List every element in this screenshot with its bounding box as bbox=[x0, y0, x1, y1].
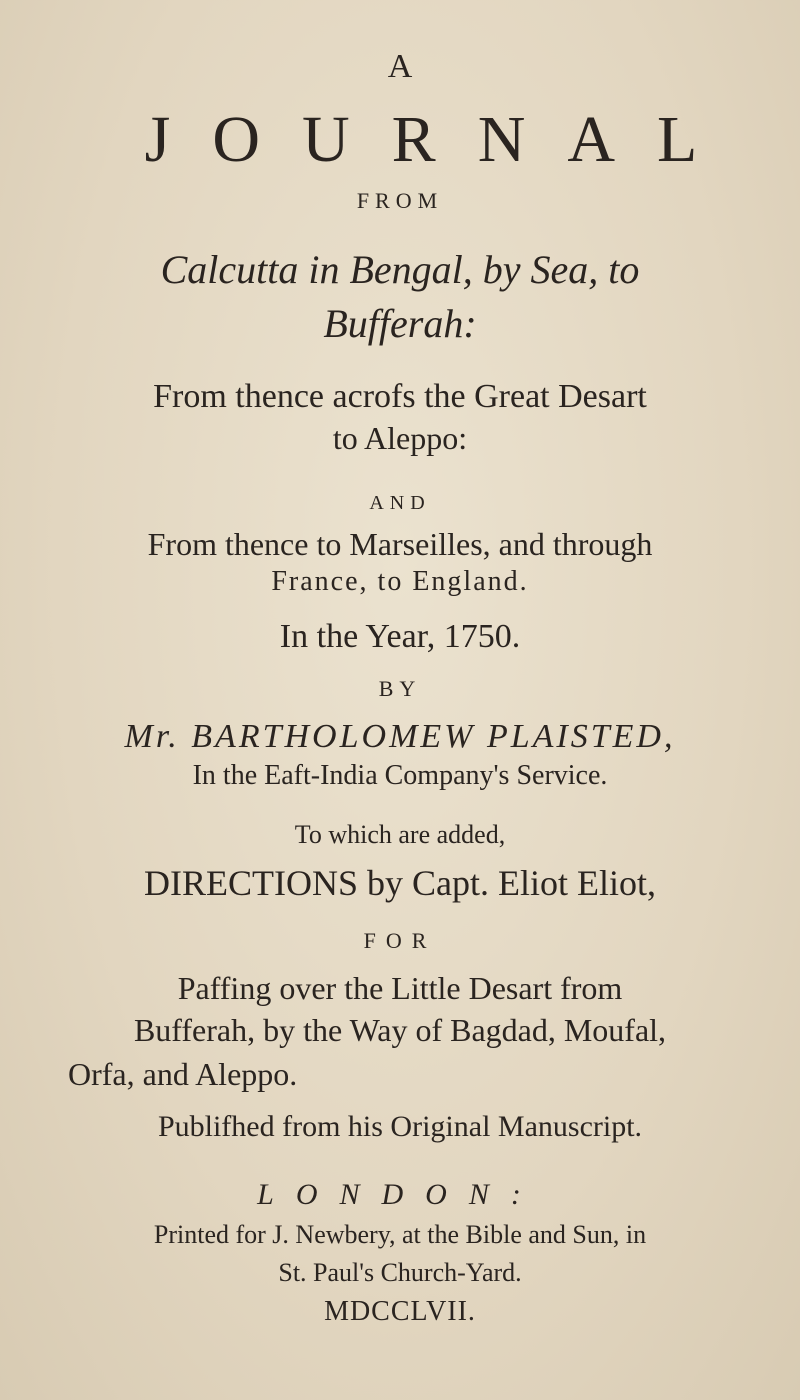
route-line-2: Bufferah: bbox=[323, 301, 477, 346]
passing-line-2: Bufferah, by the Way of Bagdad, Moufal, bbox=[133, 1012, 667, 1048]
author-service: In the Eaft-India Company's Service. bbox=[192, 760, 608, 791]
for-label: FOR bbox=[363, 928, 437, 953]
route-line-4: to Aleppo: bbox=[332, 420, 468, 456]
by-label: BY bbox=[378, 676, 422, 701]
route-line-1: Calcutta in Bengal, by Sea, to bbox=[160, 247, 640, 292]
published-line: Publifhed from his Original Manuscript. bbox=[157, 1110, 643, 1143]
route-line-5: From thence to Marseilles, and through bbox=[147, 526, 653, 562]
from-label: FROM bbox=[356, 188, 444, 213]
article-a: A bbox=[387, 48, 413, 85]
passing-line-3: Orfa, and Aleppo. bbox=[68, 1056, 298, 1092]
year-line: In the Year, 1750. bbox=[279, 618, 521, 655]
printed-line-1: Printed for J. Newbery, at the Bible and Sun, in bbox=[153, 1220, 647, 1249]
and-label: AND bbox=[369, 492, 431, 514]
london-label: LONDON: bbox=[257, 1178, 543, 1211]
title-journal: JOURNAL bbox=[144, 103, 740, 176]
route-line-3: From thence acrofs the Great Desart bbox=[153, 378, 647, 415]
passing-line-1: Paffing over the Little Desart from bbox=[177, 970, 623, 1006]
printed-line-2: St. Paul's Church-Yard. bbox=[278, 1258, 522, 1287]
added-label: To which are added, bbox=[294, 820, 506, 849]
author-name: Mr. BARTHOLOMEW PLAISTED, bbox=[124, 718, 676, 755]
directions-line: DIRECTIONS by Capt. Eliot Eliot, bbox=[144, 863, 656, 903]
date-line: MDCCLVII. bbox=[324, 1296, 476, 1327]
route-line-6: France, to England. bbox=[271, 566, 529, 597]
